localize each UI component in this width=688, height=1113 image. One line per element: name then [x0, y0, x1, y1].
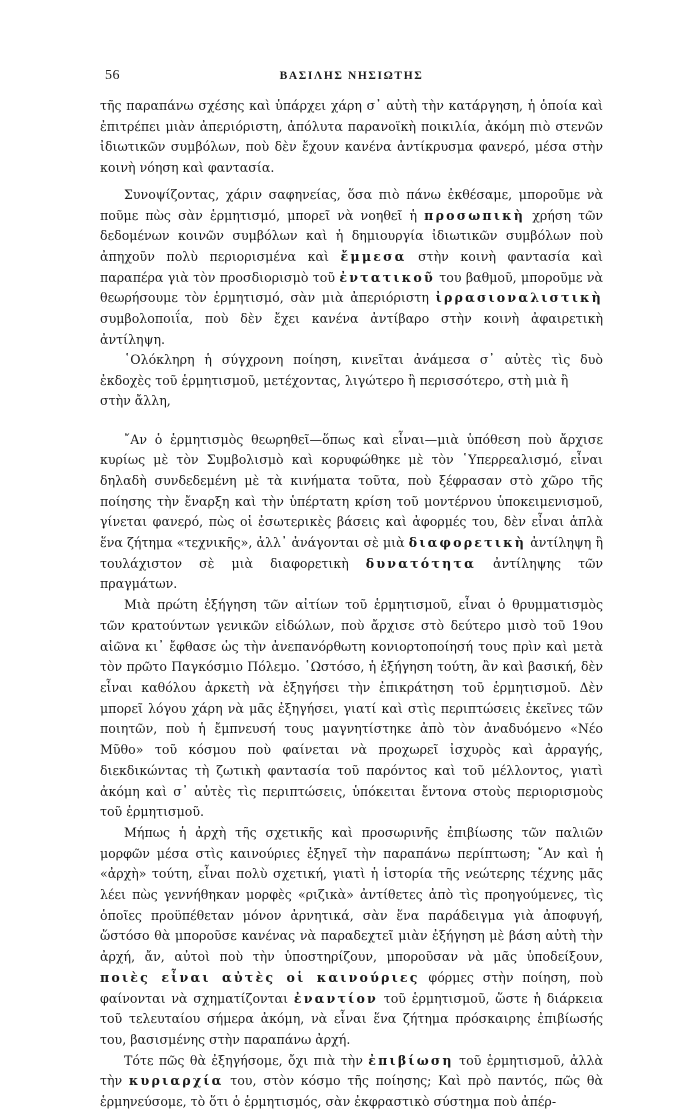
- spaced-emphasis: ἰρρασιοναλιστικὴ: [435, 290, 603, 306]
- text-run: συμβολοποιΐα, ποὺ δὲν ἔχει κανένα ἀντίβαρο στὴν κοινὴ ἀφαιρετικὴ ἀντίληψη.: [100, 311, 603, 347]
- paragraph-2: [100, 185, 603, 351]
- running-title: ΒΑΣΙΛΗΣ ΝΗΣΙΩΤΗΣ: [279, 70, 424, 82]
- paragraph-1: τῆς παραπάνω σχέσης καὶ ὑπάρχει χάρη σ᾿ αὐτὴ τὴν κατάργηση, ἡ ὁποία καὶ ἐπιτρέπει μιὰν ἀπεριόριστη, ἀπόλυτα παρανοϊκὴ ποικιλία, ἀκόμη πιὸ στενῶν ἰδιωτικῶν συμβόλων, ποὺ δὲν ἔχουν κανένα ἀντίκρυσμα φανερό, μέσα στὴν κοινὴ νόηση καὶ φαντασία.: [100, 98, 603, 176]
- spaced-emphasis: ἐντατικοῦ: [339, 269, 435, 285]
- spaced-emphasis: ἐναντίον: [293, 990, 378, 1006]
- paragraph-4: [100, 430, 603, 596]
- text-run: ῎Αν ὁ ἑρμητισμὸς θεωρηθεῖ—ὅπως καὶ εἶναι—μιὰ ὑπόθεση ποὺ ἄρχισε κυρίως μὲ τὸν Συμβολισμὸ καὶ κορυφώθηκε μὲ τὸν ῾Υπερρεαλισμό, εἶναι δηλαδὴ συνδεδεμένη μὲ τὰ κινήματα τοῦτα, ποὺ ξέφρασαν στὸ χῶρο τῆς ποίησης τὴν ἔναρξη καὶ τὴν ὑπέρτατη κρίση τοῦ μοντέρνου ὑποκειμενισμοῦ, γίνεται φανερό, πὼς οἱ ἐσωτερικὲς βάσεις καὶ ἀφορμές του, δὲν εἶναι ἁπλὰ ἕνα ζήτημα «τεχνικῆς», ἀλλ᾿ ἀνάγονται σὲ μιὰ: [100, 431, 603, 551]
- text-run: στὴν κοινὴ φαντασία καὶ παραπέρα γιὰ τὸν προσδιορισμὸ τοῦ: [100, 248, 603, 285]
- paragraph-5: Μιὰ πρώτη ἐξήγηση τῶν αἰτίων τοῦ ἑρμητισμοῦ, εἶναι ὁ θρυμματισμὸς τῶν κρατούντων γενικῶν εἰδώλων, ποὺ ἄρχισε στὸ δεύτερο μισὸ τοῦ 19ου αἰῶνα κι᾿ ἔφθασε ὡς τὴν ἀνεπανόρθωτη κονιορτοποίησή τους πρὶν καὶ μετὰ τὸν πρῶτο Παγκόσμιο Πόλεμο. ῾Ωστόσο, ἡ ἐξήγηση τούτη, ἂν καὶ βασική, δὲν εἶναι καθόλου ἀρκετὴ νὰ ἐξηγήσει τὴν ἐπικράτηση τοῦ ἑρμητισμοῦ. Δὲν μπορεῖ λόγου χάρη νὰ μᾶς ἐξηγήσει, γιατί καὶ στὶς περιπτώσεις ἐκεῖνες τῶν ποιητῶν, ποὺ ἡ ἔμπνευσή τους μαγνητίστηκε ἀπὸ τὸν ἀναδυόμενο «Νέο Μῦθο» τοῦ κόσμου ποὺ φαίνεται νὰ προχωρεῖ ἰσχυρὸς καὶ ἀρραγής, διεκδικώντας τὴ ζωτικὴ φαντασία τοῦ παρόντος καὶ τοῦ μέλλοντος, γιατὶ ἀκόμη καὶ σ᾿ αὐτὲς τὶς περιπτώσεις, ὑπόκειται ἔντονα στοὺς περιορισμοὺς τοῦ ἑρμητισμοῦ.: [100, 597, 603, 820]
- spaced-emphasis: ἔμμεσα: [340, 248, 407, 264]
- page-body: [100, 96, 603, 1113]
- text-run: Τότε πῶς θὰ ἐξηγήσομε, ὄχι πιὰ τὴν: [124, 1052, 369, 1068]
- spaced-emphasis: διαφορετικὴ: [408, 535, 527, 551]
- text-run: χρήση τῶν δεδομένων κοινῶν συμβόλων καὶ ἡ δημιουργία ἰδιωτικῶν συμβόλων ποὺ ἀπηχοῦν πολὺ περιορισμένα καὶ: [100, 207, 603, 264]
- paragraph-7: [100, 1051, 603, 1113]
- text-run: ἀντίληψης τῶν πραγμάτων.: [100, 555, 603, 592]
- page-header: [100, 64, 603, 96]
- paragraph-3-tail: στὴν ἄλλη,: [100, 392, 171, 408]
- page-number: 56: [105, 68, 120, 83]
- spaced-emphasis: δυνατότητα: [365, 555, 477, 571]
- spaced-emphasis: προσωπικὴ: [424, 207, 526, 223]
- spaced-emphasis: ἐπιβίωση: [368, 1052, 454, 1068]
- text-run: Μήπως ἡ ἀρχὴ τῆς σχετικῆς καὶ προσωρινῆς ἐπιβίωσης τῶν παλιῶν μορφῶν μέσα στὶς καινούριες ἐξηγεῖ τὴν παραπάνω περίπτωση; ῎Αν καὶ ἡ «ἀρχὴ» τούτη, εἶναι πολὺ σχετική, γιατὶ ἡ ἱστορία τῆς νεώτερης τέχνης μᾶς λέει πὼς γεννήθηκαν μορφὲς «ριζικὰ» ἀντίθετες ἀπὸ τὶς προηγούμενες, τὶς ὁποῖες προϋπέθεταν μόνον ἀρνητικά, σὰν ἕνα παράδειγμα γιὰ ἀποφυγή, ὥστόσο θὰ μποροῦσε κανένας νὰ παραδεχτεῖ μιὰν ἐξήγηση μὲ βάση αὐτὴ τὴν ἀρχή, ἄν, αὐτοὶ ποὺ τὴν ὑποστηρίζουν, μποροῦσαν νὰ μᾶς ὑποδείξουν,: [100, 824, 603, 965]
- text-run: τοῦ ἑρμητισμοῦ, ὥστε ἡ διάρκεια τοῦ τελευταίου σήμερα ἀκόμη, νὰ εἶναι ἕνα ζήτημα πρόσκαιρης ἐπιβίωσής του, βασισμένης στὴν παραπάνω ἀρχή.: [100, 990, 603, 1047]
- text-run: φόρμες στὴν ποίηση, ποὺ φαίνονται νὰ σχηματίζονται: [100, 969, 603, 1006]
- spaced-emphasis: κυριαρχία: [128, 1073, 224, 1089]
- text-run: του βαθμοῦ, μποροῦμε νὰ θεωρήσουμε τὸν ἑρμητισμό, σὰν μιὰ ἀπεριόριστη: [100, 269, 603, 306]
- spaced-emphasis: ποιὲς εἶναι αὐτὲς οἱ καινούριες: [100, 969, 420, 985]
- text-run: τοῦ ἑρμητισμοῦ, ἀλλὰ τὴν: [100, 1052, 603, 1089]
- text-run: του, στὸν κόσμο τῆς ποίησης; Καὶ πρὸ παντός, πῶς θὰ ἑρμηνεύσομε, τὸ ὅτι ὁ ἑρμητισμός, σὰν ἐκφραστικὸ σύστημα ποὺ ἀπέρ-: [100, 1073, 603, 1110]
- text-run: Συνοψίζοντας, χάριν σαφηνείας, ὅσα πιὸ πάνω ἐκθέσαμε, μποροῦμε νὰ ποῦμε πὼς σὰν ἑρμητισμό, μπορεῖ νὰ νοηθεῖ ἡ: [100, 186, 603, 223]
- text-run: ἀντίληψη ἢ τουλάχιστον σὲ μιὰ διαφορετικὴ: [100, 535, 603, 571]
- paragraph-6: [100, 823, 603, 1051]
- paragraph-3: ῾Ολόκληρη ἡ σύγχρονη ποίηση, κινεῖται ἀνάμεσα σ᾿ αὐτὲς τὶς δυὸ ἐκδοχὲς τοῦ ἑρμητισμοῦ, μετέχοντας, λιγώτερο ἢ περισσότερο, στὴ μιὰ ἢ: [100, 352, 603, 389]
